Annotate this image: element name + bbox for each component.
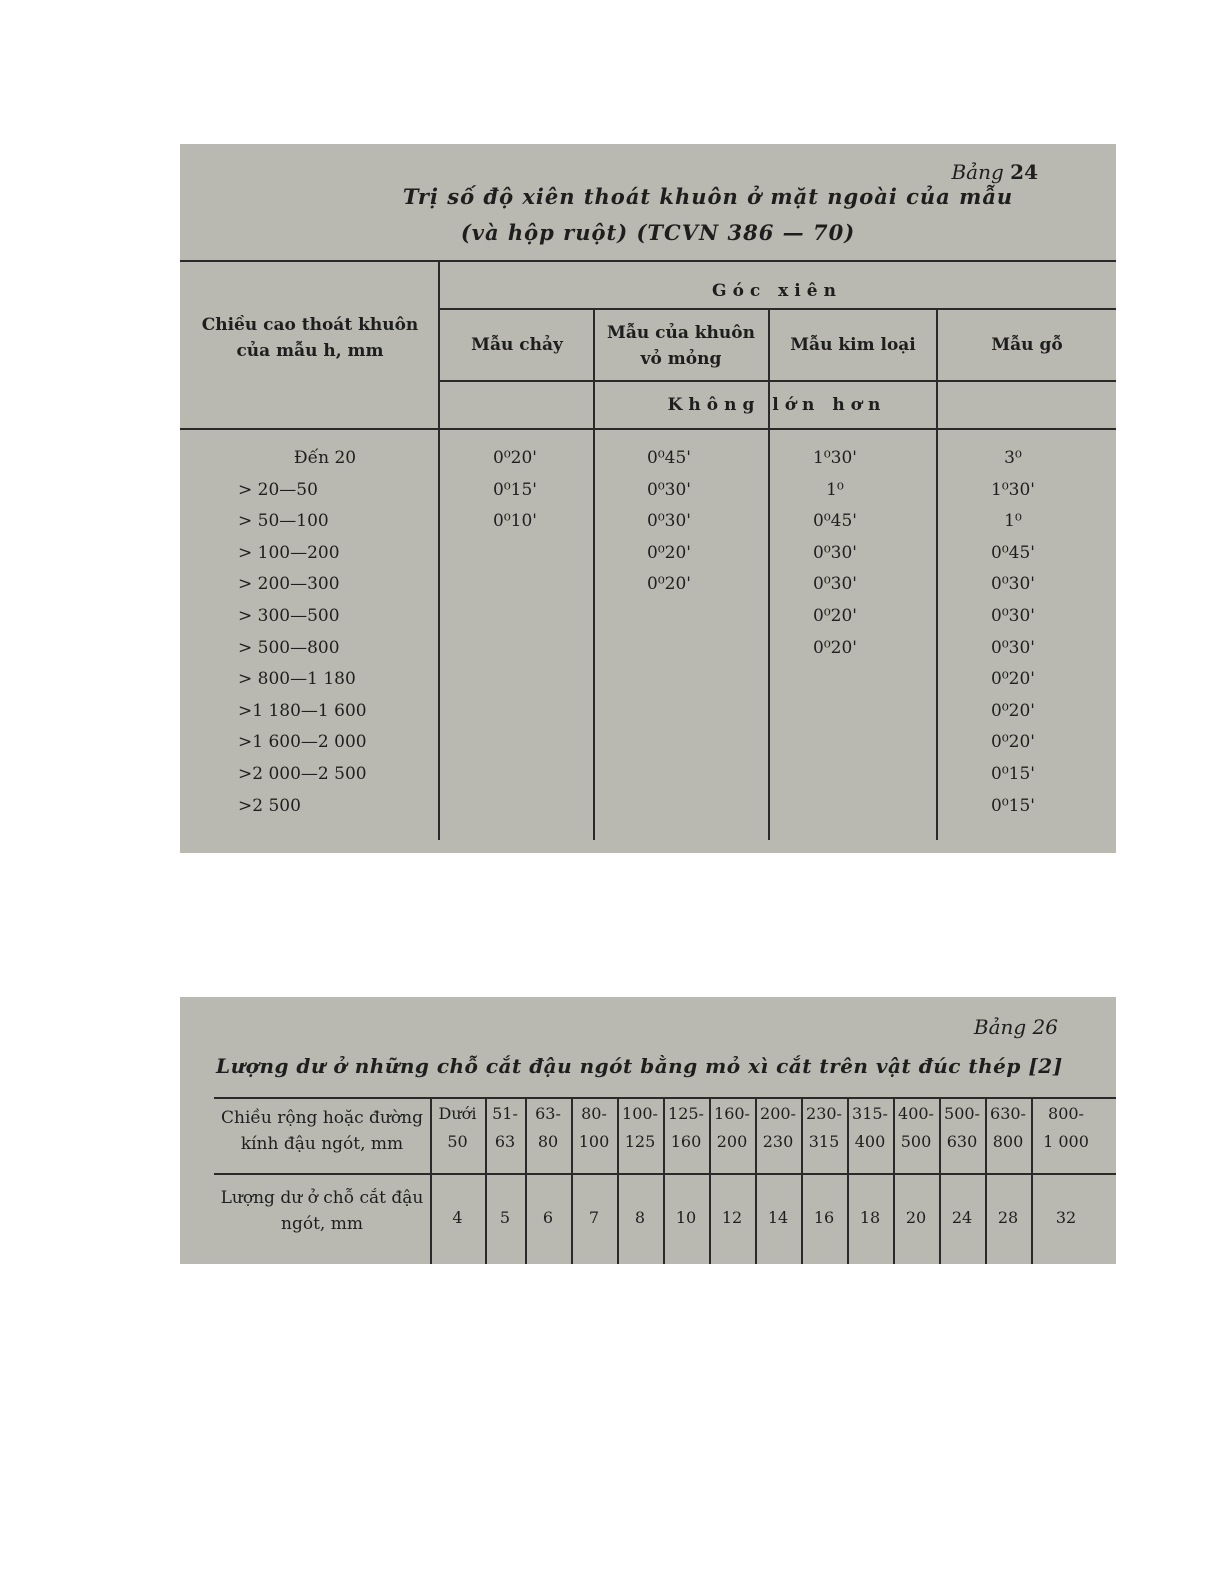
table-cell: 0⁰30' xyxy=(813,542,857,563)
rule xyxy=(180,428,1116,430)
row-label: > 100—200 xyxy=(238,542,340,563)
row-header: Chiều rộng hoặc đường kính đậu ngót, mm xyxy=(221,1108,423,1154)
rule xyxy=(214,1173,1116,1175)
rule xyxy=(593,308,595,840)
sub-header: Không lớn hơn xyxy=(667,395,887,415)
rule xyxy=(768,308,770,840)
table-cell: 0⁰20' xyxy=(813,606,857,626)
row-label: Đến 20 xyxy=(293,448,357,468)
width-range: 63- xyxy=(535,1104,561,1123)
row-label: > 50—100 xyxy=(238,511,329,532)
allowance-value: 12 xyxy=(721,1208,743,1227)
allowance-value: 7 xyxy=(588,1208,600,1227)
row-label: > 20—50 xyxy=(238,479,318,500)
table-cell: 0⁰45' xyxy=(991,542,1035,563)
allowance-value: 10 xyxy=(675,1208,697,1227)
table-cell: 0⁰15' xyxy=(493,479,537,500)
width-range: 51- xyxy=(492,1104,518,1123)
width-range: 800- xyxy=(1048,1104,1084,1123)
width-range: 230- xyxy=(806,1104,842,1123)
rule xyxy=(936,308,938,840)
allowance-value: 6 xyxy=(542,1208,554,1227)
allowance-value: 8 xyxy=(634,1208,646,1227)
width-range: 500- xyxy=(944,1104,980,1123)
column-header: Mẫu kim loại xyxy=(790,335,916,355)
rule xyxy=(438,380,1116,382)
width-range: 200- xyxy=(760,1104,796,1123)
allowance-value: 14 xyxy=(767,1208,789,1227)
width-range: 1 000 xyxy=(1043,1132,1089,1151)
table-cell: 0⁰30' xyxy=(647,511,691,532)
rule xyxy=(214,1097,1116,1099)
table-cell: 0⁰20' xyxy=(493,448,537,468)
width-range: 125 xyxy=(624,1132,656,1151)
allowance-value: 4 xyxy=(452,1208,463,1227)
table-cell: 1⁰30' xyxy=(991,479,1035,500)
table-cell: 0⁰20' xyxy=(991,732,1035,753)
allowance-value: 18 xyxy=(859,1208,881,1227)
table-cell: 0⁰10' xyxy=(493,511,537,532)
rule xyxy=(438,308,1116,310)
width-range: 160 xyxy=(670,1132,702,1151)
width-range: 63 xyxy=(494,1132,516,1151)
table-cell: 0⁰15' xyxy=(991,764,1035,784)
width-range: 50 xyxy=(447,1132,468,1151)
width-range: 630 xyxy=(946,1132,978,1151)
table-26-label: Bảng 26 xyxy=(973,1015,1058,1039)
table-cell: 1⁰ xyxy=(826,479,844,500)
group-header: Góc xiên xyxy=(712,281,842,301)
rule xyxy=(438,260,440,840)
width-range: 630- xyxy=(990,1104,1026,1123)
rule xyxy=(180,260,1116,262)
allowance-value: 16 xyxy=(813,1208,835,1227)
table-26-photo xyxy=(180,997,1116,1264)
width-range: 125- xyxy=(668,1104,704,1123)
allowance-value: 20 xyxy=(905,1208,927,1227)
allowance-value: 5 xyxy=(499,1208,511,1227)
table-cell: 3⁰ xyxy=(1004,448,1022,468)
allowance-value: 32 xyxy=(1055,1208,1077,1227)
table-cell: 0⁰30' xyxy=(991,637,1035,658)
width-range: 500 xyxy=(900,1132,932,1151)
width-range: 315- xyxy=(852,1104,888,1123)
row-header: Lượng dư ở chỗ cắt đậu ngót, mm xyxy=(220,1188,424,1234)
width-range: 230 xyxy=(762,1132,794,1151)
width-range: 80 xyxy=(537,1132,559,1151)
row-label: >1 180—1 600 xyxy=(238,700,367,721)
table-24-photo xyxy=(180,144,1116,853)
table-cell: 0⁰30' xyxy=(647,479,691,500)
table-cell: 0⁰45' xyxy=(813,511,857,532)
width-range: 315 xyxy=(808,1132,840,1151)
row-label: > 300—500 xyxy=(238,606,340,626)
table-cell: 0⁰15' xyxy=(991,795,1035,816)
width-range: 200 xyxy=(716,1132,748,1151)
table-cell: 1⁰ xyxy=(1004,511,1022,532)
row-label: >2 500 xyxy=(238,795,301,816)
table-cell: 0⁰45' xyxy=(647,448,691,468)
width-range: 800 xyxy=(992,1132,1024,1151)
table-cell: 0⁰20' xyxy=(647,542,691,563)
width-range: 100- xyxy=(622,1104,658,1123)
row-label: >2 000—2 500 xyxy=(238,764,367,784)
table-cell: 1⁰30' xyxy=(813,448,857,468)
width-range: 100 xyxy=(578,1132,610,1151)
allowance-value: 28 xyxy=(997,1208,1019,1227)
allowance-value: 24 xyxy=(951,1208,973,1227)
table-cell: 0⁰20' xyxy=(647,574,691,595)
row-label: > 500—800 xyxy=(238,637,340,658)
column-header: Mẫu của khuôn vỏ mỏng xyxy=(607,323,755,369)
width-range: 400 xyxy=(854,1132,886,1151)
width-range: 80- xyxy=(581,1104,607,1123)
table-26-title: Lượng dư ở những chỗ cắt đậu ngót bằng mỏ xì cắt trên vật đúc thép [2] xyxy=(216,1054,1063,1078)
row-label: >1 600—2 000 xyxy=(238,732,367,753)
table-cell: 0⁰30' xyxy=(991,574,1035,595)
width-range: 160- xyxy=(714,1104,750,1123)
column-header: Mẫu chảy xyxy=(471,335,563,355)
table-cell: 0⁰30' xyxy=(813,574,857,595)
table-24-title-line1: Trị số độ xiên thoát khuôn ở mặt ngoài của mẫu xyxy=(402,184,1014,209)
row-label: > 800—1 180 xyxy=(238,669,356,690)
table-24-label: Bảng 24 xyxy=(951,160,1038,184)
table-24-title-line2: (và hộp ruột) (TCVN 386 — 70) xyxy=(460,220,856,245)
width-range: 400- xyxy=(898,1104,934,1123)
column-header: Mẫu gỗ xyxy=(991,335,1063,355)
table-cell: 0⁰20' xyxy=(991,669,1035,690)
row-label: > 200—300 xyxy=(238,574,340,595)
width-range: Dưới xyxy=(438,1104,477,1123)
row-header: Chiều cao thoát khuôn của mẫu h, mm xyxy=(201,315,419,361)
table-cell: 0⁰30' xyxy=(991,606,1035,626)
table-cell: 0⁰20' xyxy=(813,637,857,658)
table-cell: 0⁰20' xyxy=(991,700,1035,721)
